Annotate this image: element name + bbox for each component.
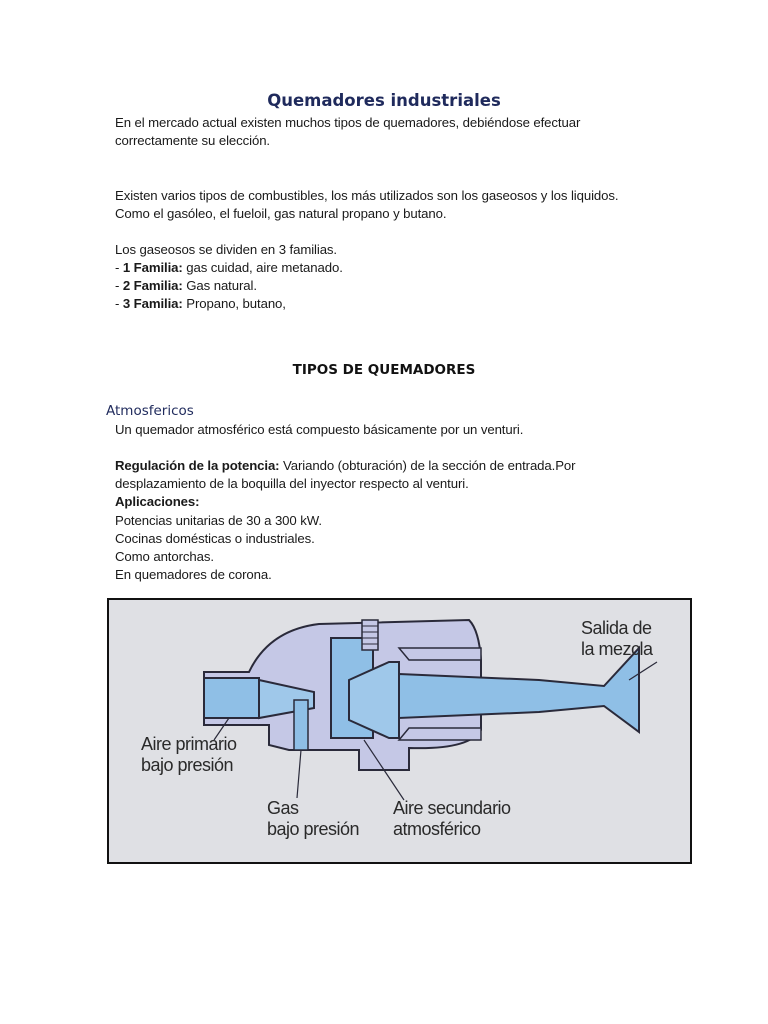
- family-label: 2 Familia:: [122, 278, 183, 293]
- primary-air-inlet: [204, 678, 259, 718]
- family-label: 3 Familia:: [122, 296, 183, 311]
- family-item: - 1 Familia: gas cuidad, aire metanado.: [115, 260, 343, 275]
- applications-label: Aplicaciones:: [115, 494, 200, 509]
- gas-pointer: [297, 750, 301, 798]
- family-item: - 2 Familia: Gas natural.: [115, 278, 257, 293]
- families-intro: Los gaseosos se dividen en 3 familias.: [115, 242, 337, 257]
- fuels-line-1: Existen varios tipos de combustibles, los más utilizados son los gaseosos y los liquidos.: [115, 188, 619, 203]
- fuels-line-2: Como el gasóleo, el fueloil, gas natural propano y butano.: [115, 206, 447, 221]
- regulation-line-1: Regulación de la potencia: Variando (obturación) de la sección de entrada.Por: [115, 458, 576, 473]
- application-item: Cocinas domésticas o industriales.: [115, 531, 315, 546]
- primary-air-label: Aire primario bajo presión: [141, 734, 237, 775]
- application-item: Como antorchas.: [115, 549, 214, 564]
- application-item: Potencias unitarias de 30 a 300 kW.: [115, 513, 322, 528]
- regulation-label: Regulación de la potencia:: [115, 458, 280, 473]
- outlet-label: Salida de la mezcla: [581, 618, 653, 659]
- section-title: TIPOS DE QUEMADORES: [292, 362, 476, 378]
- secondary-air-label: Aire secundario atmosférico: [393, 798, 511, 839]
- application-item: En quemadores de corona.: [115, 567, 272, 582]
- intro-line-2: correctamente su elección.: [115, 133, 270, 148]
- family-label: 1 Familia:: [122, 260, 183, 275]
- subsection-heading: Atmosfericos: [106, 403, 194, 419]
- regulation-line-2: desplazamiento de la boquilla del inyector respecto al venturi.: [115, 476, 469, 491]
- page-title: Quemadores industriales: [267, 91, 501, 110]
- atmospheric-description: Un quemador atmosférico está compuesto básicamente por un venturi.: [115, 422, 524, 437]
- intro-line-1: En el mercado actual existen muchos tipos de quemadores, debiéndose efectuar: [115, 115, 581, 130]
- family-item: - 3 Familia: Propano, butano,: [115, 296, 286, 311]
- gas-label: Gas bajo presión: [267, 798, 360, 839]
- gas-tube: [294, 700, 308, 750]
- adjust-screw: [362, 620, 378, 650]
- burner-diagram: [107, 598, 692, 864]
